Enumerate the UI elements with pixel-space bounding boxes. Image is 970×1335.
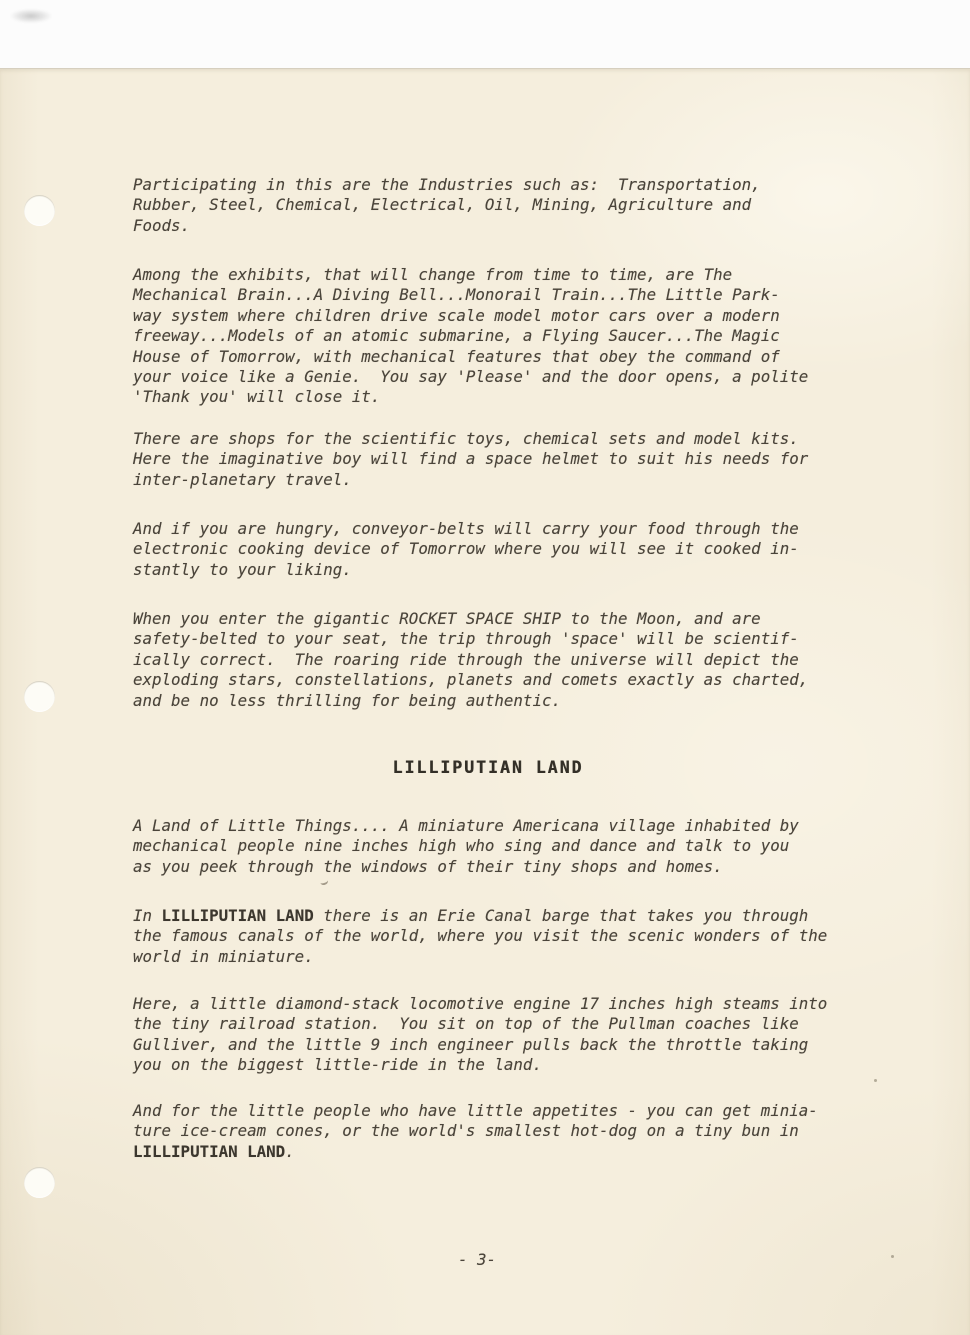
paragraph-land-of-little-things: A Land of Little Things.... A miniature Americana village inhabited by mechanical people nine inches high who sing and dance and talk to you as you peek through the windows of their tiny shops and homes.	[133, 816, 799, 876]
paper-sheet	[0, 68, 970, 1335]
paragraph-industries: Participating in this are the Industries such as: Transportation, Rubber, Steel, Chemical, Electrical, Oil, Mining, Agriculture and Foods.	[133, 175, 761, 235]
paragraph-little-people	[133, 1101, 923, 1162]
paragraph-text: And for the little people who have little appetites - you can get minia- ture ice-cream cones, or the world's smallest hot-dog on a tiny bun in	[133, 1101, 818, 1141]
paragraph-text: there is an Erie Canal barge that takes you through the famous canals of the world, where you visit the scenic wonders of the world in miniature.	[133, 906, 828, 966]
paragraph-locomotive: Here, a little diamond-stack locomotive engine 17 inches high steams into the tiny railroad station. You sit on top of the Pullman coaches like Gulliver, and the little 9 inch engineer pulls back the throttle taking you on the biggest little-ride in the land.	[133, 994, 828, 1075]
paragraph-text: In	[133, 906, 162, 925]
punch-hole-middle	[24, 681, 55, 712]
paragraph-text: .	[285, 1141, 295, 1161]
paragraph-conveyor-belts: And if you are hungry, conveyor-belts will carry your food through the electronic cooking device of Tomorrow where you will see it cooked in- stantly to your liking.	[133, 519, 799, 579]
scan-smudge	[10, 9, 52, 23]
punch-hole-bottom	[24, 1167, 55, 1198]
page-number: - 3-	[457, 1250, 497, 1269]
section-heading-lilliputian-land: LILLIPUTIAN LAND	[392, 758, 584, 777]
bold-text: LILLIPUTIAN LAND	[133, 1141, 286, 1161]
paragraph-rocket-space-ship: When you enter the gigantic ROCKET SPACE SHIP to the Moon, and are safety-belted to your seat, the trip through 'space' will be scientif- ically correct. The roaring ride through the universe will depict the exploding stars, constellations, planets and comets exactly as charted, and be no less thrilling for being authentic.	[133, 609, 809, 710]
dust-speck	[891, 1255, 894, 1258]
bold-text: LILLIPUTIAN LAND	[161, 906, 314, 925]
paragraph-exhibits: Among the exhibits, that will change from time to time, are The Mechanical Brain...A Diving Bell...Monorail Train...The Little Park- way system where children drive scale model motor cars over a modern freeway...Models of an atomic submarine, a Flying Saucer...The Magic House of Tomorrow, with mechanical features that obey the command of your voice like a Genie. You say 'Please' and the door opens, a polite 'Thank you' will close it.	[133, 265, 809, 407]
paragraph-erie-canal	[133, 906, 923, 967]
paragraph-shops: There are shops for the scientific toys, chemical sets and model kits. Here the imaginative boy will find a space helmet to suit his needs for inter-planetary travel.	[133, 429, 809, 489]
dust-speck	[874, 1079, 877, 1082]
punch-hole-top	[24, 195, 55, 226]
stray-pencil-mark	[319, 877, 329, 886]
